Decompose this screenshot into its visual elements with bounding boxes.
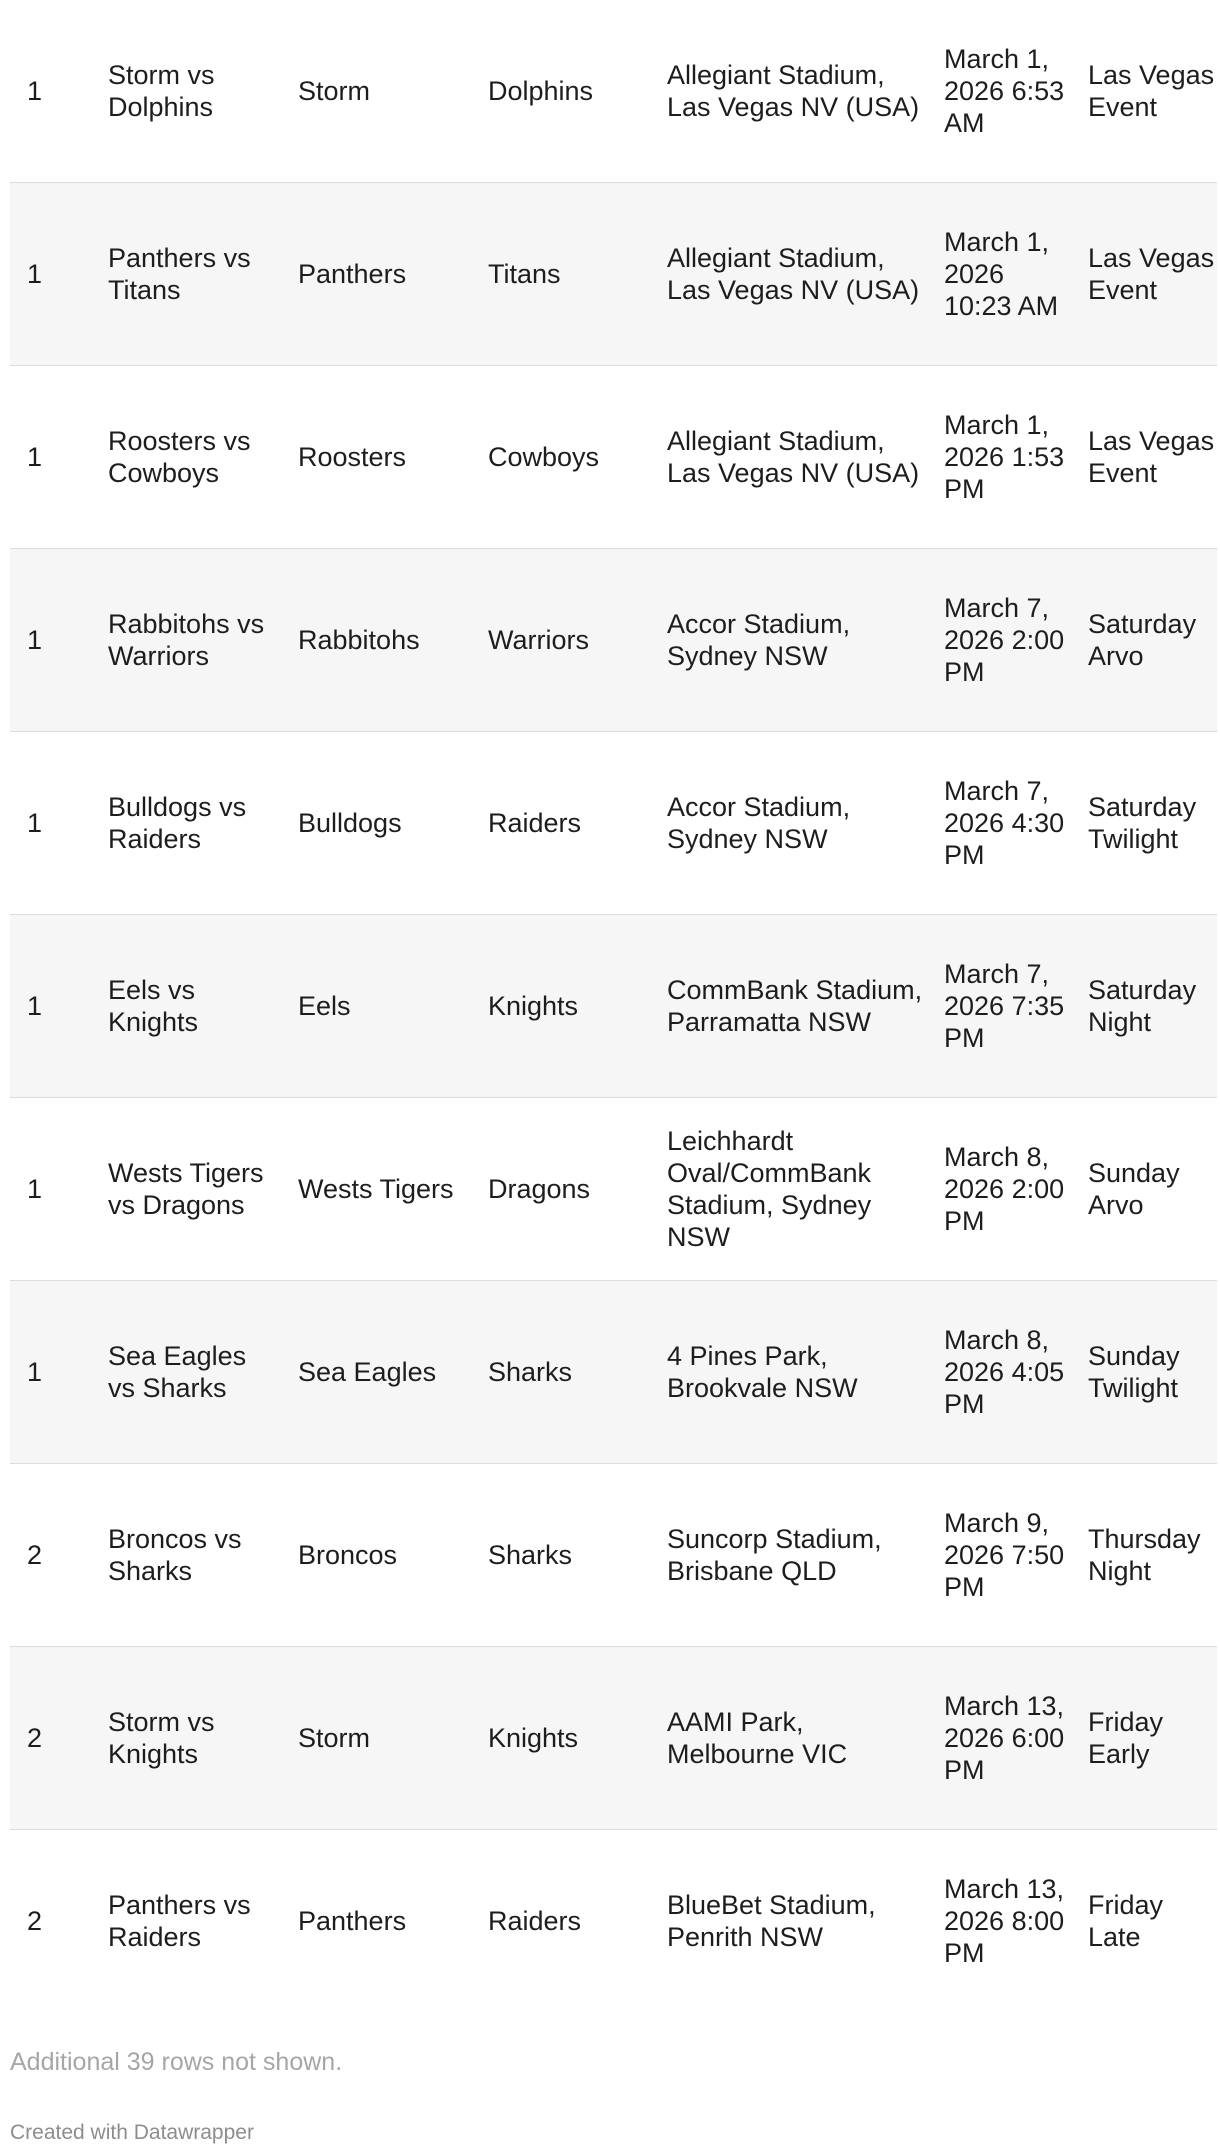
timeslot-cell-text: Sunday Arvo [1088, 1158, 1180, 1220]
match-cell [105, 366, 295, 549]
away-team-cell [485, 549, 664, 732]
round-cell-text: 1 [27, 76, 43, 106]
timeslot-cell-text: Thursday Night [1088, 1524, 1201, 1586]
date-time-cell [941, 1830, 1085, 2013]
match-cell [105, 549, 295, 732]
round-cell [10, 1464, 105, 1647]
venue-cell-text: Accor Stadium, Sydney NSW [667, 609, 851, 671]
date-time-cell-text: March 13, 2026 8:00 PM [944, 1874, 1065, 1968]
away-team-cell-text: Knights [488, 1723, 579, 1753]
home-team-cell-text: Panthers [298, 1906, 407, 1936]
venue-cell-text: Allegiant Stadium, Las Vegas NV (USA) [667, 426, 920, 488]
timeslot-cell [1085, 1647, 1217, 1830]
match-cell-text: Roosters vs Cowboys [108, 426, 251, 488]
match-cell-text: Storm vs Dolphins [108, 60, 215, 122]
venue-cell [664, 1098, 941, 1281]
round-cell-text: 1 [27, 259, 43, 289]
rows-not-shown-note: Additional 39 rows not shown. [10, 2048, 343, 2076]
home-team-cell [295, 732, 485, 915]
home-team-cell-text: Panthers [298, 259, 407, 289]
round-cell-text: 2 [27, 1540, 43, 1570]
away-team-cell-text: Raiders [488, 808, 582, 838]
home-team-cell [295, 915, 485, 1098]
match-cell-text: Eels vs Knights [108, 975, 199, 1037]
match-cell-text: Rabbitohs vs Warriors [108, 609, 265, 671]
date-time-cell [941, 0, 1085, 183]
timeslot-cell-text: Saturday Arvo [1088, 609, 1197, 671]
timeslot-cell [1085, 183, 1217, 366]
timeslot-cell [1085, 549, 1217, 732]
home-team-cell-text: Rabbitohs [298, 625, 420, 655]
venue-cell-text: CommBank Stadium, Parramatta NSW [667, 975, 923, 1037]
away-team-cell-text: Dragons [488, 1174, 591, 1204]
timeslot-cell [1085, 366, 1217, 549]
date-time-cell [941, 1281, 1085, 1464]
timeslot-cell [1085, 1098, 1217, 1281]
date-time-cell [941, 1464, 1085, 1647]
venue-cell-text: BlueBet Stadium, Penrith NSW [667, 1890, 876, 1952]
home-team-cell-text: Storm [298, 1723, 371, 1753]
timeslot-cell-text: Friday Early [1088, 1707, 1164, 1769]
table-row [10, 732, 1217, 915]
date-time-cell-text: March 13, 2026 6:00 PM [944, 1691, 1065, 1785]
home-team-cell-text: Roosters [298, 442, 407, 472]
table-row [10, 549, 1217, 732]
away-team-cell [485, 1281, 664, 1464]
table-row [10, 1464, 1217, 1647]
timeslot-cell-text: Saturday Twilight [1088, 792, 1197, 854]
date-time-cell-text: March 9, 2026 7:50 PM [944, 1508, 1065, 1602]
date-time-cell [941, 1098, 1085, 1281]
timeslot-cell-text: Friday Late [1088, 1890, 1164, 1952]
home-team-cell [295, 1830, 485, 2013]
round-cell-text: 1 [27, 442, 43, 472]
match-cell-text: Sea Eagles vs Sharks [108, 1341, 247, 1403]
match-cell [105, 915, 295, 1098]
away-team-cell [485, 183, 664, 366]
match-cell-text: Bulldogs vs Raiders [108, 792, 247, 854]
date-time-cell [941, 1647, 1085, 1830]
match-cell [105, 1647, 295, 1830]
round-cell [10, 915, 105, 1098]
match-cell [105, 1098, 295, 1281]
date-time-cell-text: March 8, 2026 4:05 PM [944, 1325, 1065, 1419]
timeslot-cell-text: Las Vegas Event [1088, 60, 1215, 122]
venue-cell [664, 1830, 941, 2013]
timeslot-cell [1085, 915, 1217, 1098]
away-team-cell-text: Raiders [488, 1906, 582, 1936]
home-team-cell-text: Eels [298, 991, 351, 1021]
date-time-cell [941, 366, 1085, 549]
match-cell-text: Panthers vs Titans [108, 243, 251, 305]
home-team-cell [295, 549, 485, 732]
round-cell-text: 1 [27, 1357, 43, 1387]
date-time-cell-text: March 1, 2026 6:53 AM [944, 44, 1065, 138]
round-cell [10, 1830, 105, 2013]
table-row [10, 1830, 1217, 2013]
venue-cell-text: 4 Pines Park, Brookvale NSW [667, 1341, 858, 1403]
venue-cell [664, 183, 941, 366]
round-cell-text: 1 [27, 808, 43, 838]
fixtures-table [10, 0, 1217, 2012]
timeslot-cell [1085, 1281, 1217, 1464]
match-cell [105, 0, 295, 183]
round-cell [10, 549, 105, 732]
date-time-cell-text: March 8, 2026 2:00 PM [944, 1142, 1065, 1236]
match-cell [105, 1281, 295, 1464]
home-team-cell-text: Broncos [298, 1540, 398, 1570]
datawrapper-credit: Created with Datawrapper [10, 2121, 254, 2144]
timeslot-cell-text: Las Vegas Event [1088, 243, 1215, 305]
away-team-cell [485, 0, 664, 183]
venue-cell-text: Leichhardt Oval/CommBank Stadium, Sydney NSW [667, 1126, 872, 1252]
date-time-cell-text: March 7, 2026 7:35 PM [944, 959, 1065, 1053]
venue-cell [664, 915, 941, 1098]
match-cell [105, 732, 295, 915]
away-team-cell-text: Cowboys [488, 442, 600, 472]
date-time-cell [941, 183, 1085, 366]
timeslot-cell-text: Las Vegas Event [1088, 426, 1215, 488]
venue-cell [664, 732, 941, 915]
date-time-cell-text: March 7, 2026 2:00 PM [944, 593, 1065, 687]
round-cell-text: 1 [27, 991, 43, 1021]
round-cell-text: 1 [27, 1174, 43, 1204]
match-cell-text: Broncos vs Sharks [108, 1524, 242, 1586]
away-team-cell [485, 732, 664, 915]
table-row [10, 183, 1217, 366]
timeslot-cell [1085, 732, 1217, 915]
home-team-cell [295, 183, 485, 366]
away-team-cell [485, 1464, 664, 1647]
away-team-cell [485, 1830, 664, 2013]
match-cell [105, 1830, 295, 2013]
away-team-cell-text: Dolphins [488, 76, 594, 106]
away-team-cell-text: Titans [488, 259, 561, 289]
home-team-cell [295, 0, 485, 183]
away-team-cell [485, 915, 664, 1098]
date-time-cell [941, 915, 1085, 1098]
home-team-cell [295, 1098, 485, 1281]
venue-cell [664, 1281, 941, 1464]
venue-cell [664, 1464, 941, 1647]
round-cell [10, 183, 105, 366]
date-time-cell-text: March 7, 2026 4:30 PM [944, 776, 1065, 870]
venue-cell [664, 366, 941, 549]
venue-cell-text: AAMI Park, Melbourne VIC [667, 1707, 848, 1769]
round-cell [10, 366, 105, 549]
round-cell [10, 1647, 105, 1830]
date-time-cell [941, 549, 1085, 732]
venue-cell [664, 1647, 941, 1830]
away-team-cell [485, 366, 664, 549]
table-row [10, 915, 1217, 1098]
home-team-cell-text: Wests Tigers [298, 1174, 454, 1204]
table-row [10, 1098, 1217, 1281]
table-row [10, 0, 1217, 183]
match-cell-text: Wests Tigers vs Dragons [108, 1158, 264, 1220]
away-team-cell [485, 1098, 664, 1281]
match-cell [105, 183, 295, 366]
home-team-cell-text: Sea Eagles [298, 1357, 437, 1387]
timeslot-cell [1085, 1830, 1217, 2013]
round-cell [10, 1098, 105, 1281]
venue-cell-text: Allegiant Stadium, Las Vegas NV (USA) [667, 243, 920, 305]
table-row [10, 1281, 1217, 1464]
venue-cell-text: Accor Stadium, Sydney NSW [667, 792, 851, 854]
date-time-cell-text: March 1, 2026 1:53 PM [944, 410, 1065, 504]
away-team-cell-text: Knights [488, 991, 579, 1021]
away-team-cell [485, 1647, 664, 1830]
date-time-cell-text: March 1, 2026 10:23 AM [944, 227, 1059, 321]
venue-cell [664, 0, 941, 183]
home-team-cell [295, 1464, 485, 1647]
match-cell-text: Storm vs Knights [108, 1707, 215, 1769]
timeslot-cell [1085, 0, 1217, 183]
match-cell-text: Panthers vs Raiders [108, 1890, 251, 1952]
round-cell-text: 1 [27, 625, 43, 655]
venue-cell-text: Allegiant Stadium, Las Vegas NV (USA) [667, 60, 920, 122]
timeslot-cell-text: Saturday Night [1088, 975, 1197, 1037]
venue-cell-text: Suncorp Stadium, Brisbane QLD [667, 1524, 882, 1586]
round-cell [10, 0, 105, 183]
home-team-cell-text: Storm [298, 76, 371, 106]
home-team-cell [295, 1647, 485, 1830]
table-row [10, 1647, 1217, 1830]
away-team-cell-text: Warriors [488, 625, 589, 655]
table-row [10, 366, 1217, 549]
home-team-cell [295, 366, 485, 549]
round-cell-text: 2 [27, 1723, 43, 1753]
round-cell [10, 732, 105, 915]
home-team-cell-text: Bulldogs [298, 808, 402, 838]
away-team-cell-text: Sharks [488, 1357, 573, 1387]
date-time-cell [941, 732, 1085, 915]
home-team-cell [295, 1281, 485, 1464]
match-cell [105, 1464, 295, 1647]
venue-cell [664, 549, 941, 732]
away-team-cell-text: Sharks [488, 1540, 573, 1570]
round-cell [10, 1281, 105, 1464]
round-cell-text: 2 [27, 1906, 43, 1936]
timeslot-cell [1085, 1464, 1217, 1647]
timeslot-cell-text: Sunday Twilight [1088, 1341, 1180, 1403]
